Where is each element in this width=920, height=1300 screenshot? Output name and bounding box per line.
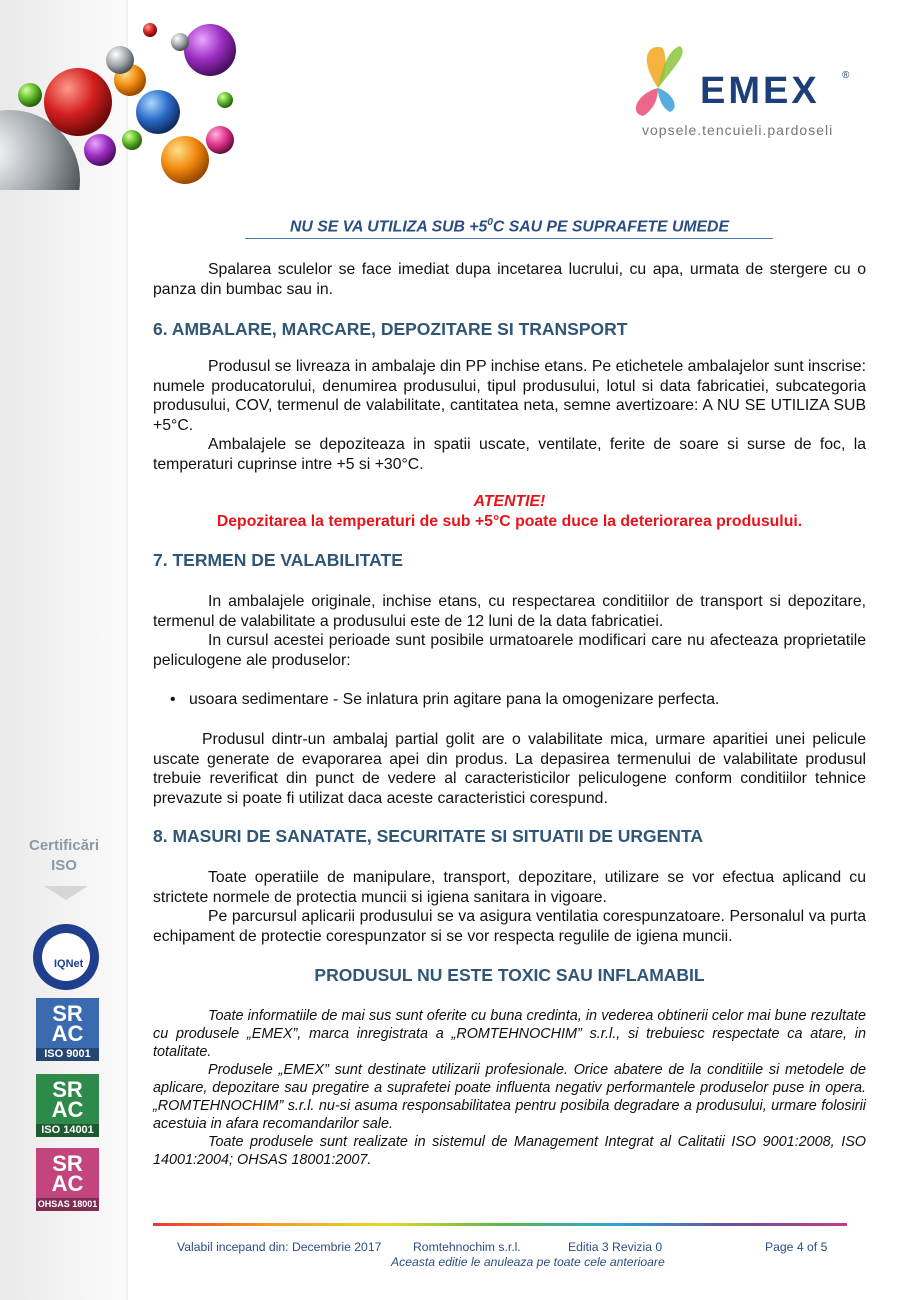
badge-code: ISO 9001 <box>36 1048 99 1061</box>
brand-tagline: vopsele.tencuieli.pardoseli <box>642 122 834 138</box>
attention-text: Depozitarea la temperaturi de sub +5°C poate duce la deteriorarea produsului. <box>216 513 803 530</box>
footer-edition: Editia 3 Revizia 0 <box>568 1240 663 1254</box>
registered-mark: ® <box>842 70 850 81</box>
bullet-icon: • <box>170 691 176 708</box>
badge-code: OHSAS 18001 <box>37 1199 98 1209</box>
attention-label: ATENTIE! <box>473 493 546 510</box>
warning-underline <box>245 238 773 239</box>
srac-badge-iso14001 <box>36 1074 99 1137</box>
section6-paragraph-2: Ambalajele se depoziteaza in spatii uscate, ventilate, ferite de soare si surse de foc, la temperaturi cuprinse intre +5 si +30°C. <box>153 436 866 473</box>
certifications-title: Certificări ISO <box>28 837 100 874</box>
section8-paragraph-1: Toate operatiile de manipulare, transport, depozitare, utilizare se vor efectua aplicand cu strictete normele de protectia muncii si igiena sanitara in vigoare. <box>153 869 866 906</box>
iqnet-label: IQNet <box>54 958 84 970</box>
footer-divider <box>153 1223 847 1226</box>
srac-letters: SR AC <box>51 1151 84 1196</box>
footer-valid-from: Valabil incepand din: Decembrie 2017 <box>177 1240 382 1254</box>
section6-paragraph-1: Produsul se livreaza in ambalaje din PP inchise etans. Pe etichetele ambalajelor sunt inscrise: numele producatorului, denumirea produsului, tipul produsului, lotul si data fabricatiei, subcategoria produsului, COV, termenul de valabilitate, cantitatea neta, semne avertizoare: A NU SE UTILIZA SUB +5°C. <box>153 358 866 434</box>
srac-badge-ohsas18001 <box>36 1148 99 1211</box>
list-item: • usoara sedimentare - Se inlatura prin agitare pana la omogenizare perfecta. <box>170 691 720 708</box>
section7-paragraph-2: In cursul acestei perioade sunt posibile urmatoarele modificari care nu afecteaza proprietatile peliculogene ale produselor: <box>153 632 866 669</box>
disclaimer-paragraph-1: Toate informatiile de mai sus sunt oferite cu buna credinta, in vederea obtinerii celor mai bune rezultate cu produsele „EMEX”, marca inregistrata a „ROMTEHNOCHIM” s.r.l., si trebuiesc respectate ca atare, in totalitate. <box>153 1008 866 1060</box>
section8-paragraph-2: Pe parcursul aplicarii produsului se va asigura ventilatia corespunzatoare. Personalul va purta echipament de protectie corespunzator si se vor respecta regulile de igiena muncii. <box>153 908 866 945</box>
footer-company: Romtehnochim s.r.l. <box>413 1240 521 1254</box>
brand-name: EMEX <box>700 70 820 112</box>
srac-letters: SR AC <box>51 1077 84 1122</box>
badge-code: ISO 14001 <box>36 1124 99 1137</box>
section8-heading: 8. MASURI DE SANATATE, SECURITATE SI SITUATII DE URGENTA <box>153 826 703 846</box>
decorative-spheres <box>0 0 250 190</box>
chevron-down-icon <box>44 886 88 900</box>
section7-heading: 7. TERMEN DE VALABILITATE <box>153 550 403 570</box>
srac-letters: SR AC <box>51 1001 84 1046</box>
intro-paragraph: Spalarea sculelor se face imediat dupa incetarea lucrului, cu apa, urmata de stergere cu o panza din bumbac sau in. <box>153 261 866 298</box>
sidebar-edge <box>126 0 128 1300</box>
footer-note: Aceasta editie le anuleaza pe toate cele anterioare <box>391 1255 665 1269</box>
footer-page-number: Page 4 of 5 <box>765 1240 828 1254</box>
section7-paragraph-3: Produsul dintr-un ambalaj partial golit are o valabilitate mica, urmare aparitiei unei pelicule uscate generate de evaporarea apei din produs. La depasirea termenului de valabilitate produsul trebuie reverificat din punct de vedere al caracteristicilor peliculogene conform conditiilor tehnice prevazute si poate fi utilizat daca aceste caracteristici corespund. <box>153 731 866 807</box>
disclaimer-paragraph-3: Toate produsele sunt realizate in sistemul de Management Integrat al Calitatii ISO 9001:2008, ISO 14001:2004; OHSAS 18001:2007. <box>153 1134 866 1168</box>
warning-title: NU SE VA UTILIZA SUB $+5^0C$ SAU PE SUPRAFETE UMEDE <box>289 217 729 236</box>
section6-heading: 6. AMBALARE, MARCARE, DEPOZITARE SI TRANSPORT <box>153 319 628 339</box>
disclaimer-paragraph-2: Produsele „EMEX” sunt destinate utilizarii profesionale. Orice abatere de la conditiile si metodele de aplicare, depozitare sau pregatire a suprafetei poate influenta negativ performantele produselor puse in opera. „ROMTEHNOCHIM” s.r.l. nu-si asuma responsabilitatea pentru posibila degradare a produsului, urmare folosirii acestuia in afara recomandarilor sale. <box>153 1062 866 1132</box>
non-toxic-heading: PRODUSUL NU ESTE TOXIC SAU INFLAMABIL <box>314 965 705 985</box>
srac-badge-iso9001 <box>36 998 99 1061</box>
iqnet-certification-logo <box>33 924 99 990</box>
section7-paragraph-1: In ambalajele originale, inchise etans, cu respectarea conditiilor de transport si depozitare, termenul de valabilitate a produsului este de 12 luni de la data fabricatiei. <box>153 593 866 630</box>
